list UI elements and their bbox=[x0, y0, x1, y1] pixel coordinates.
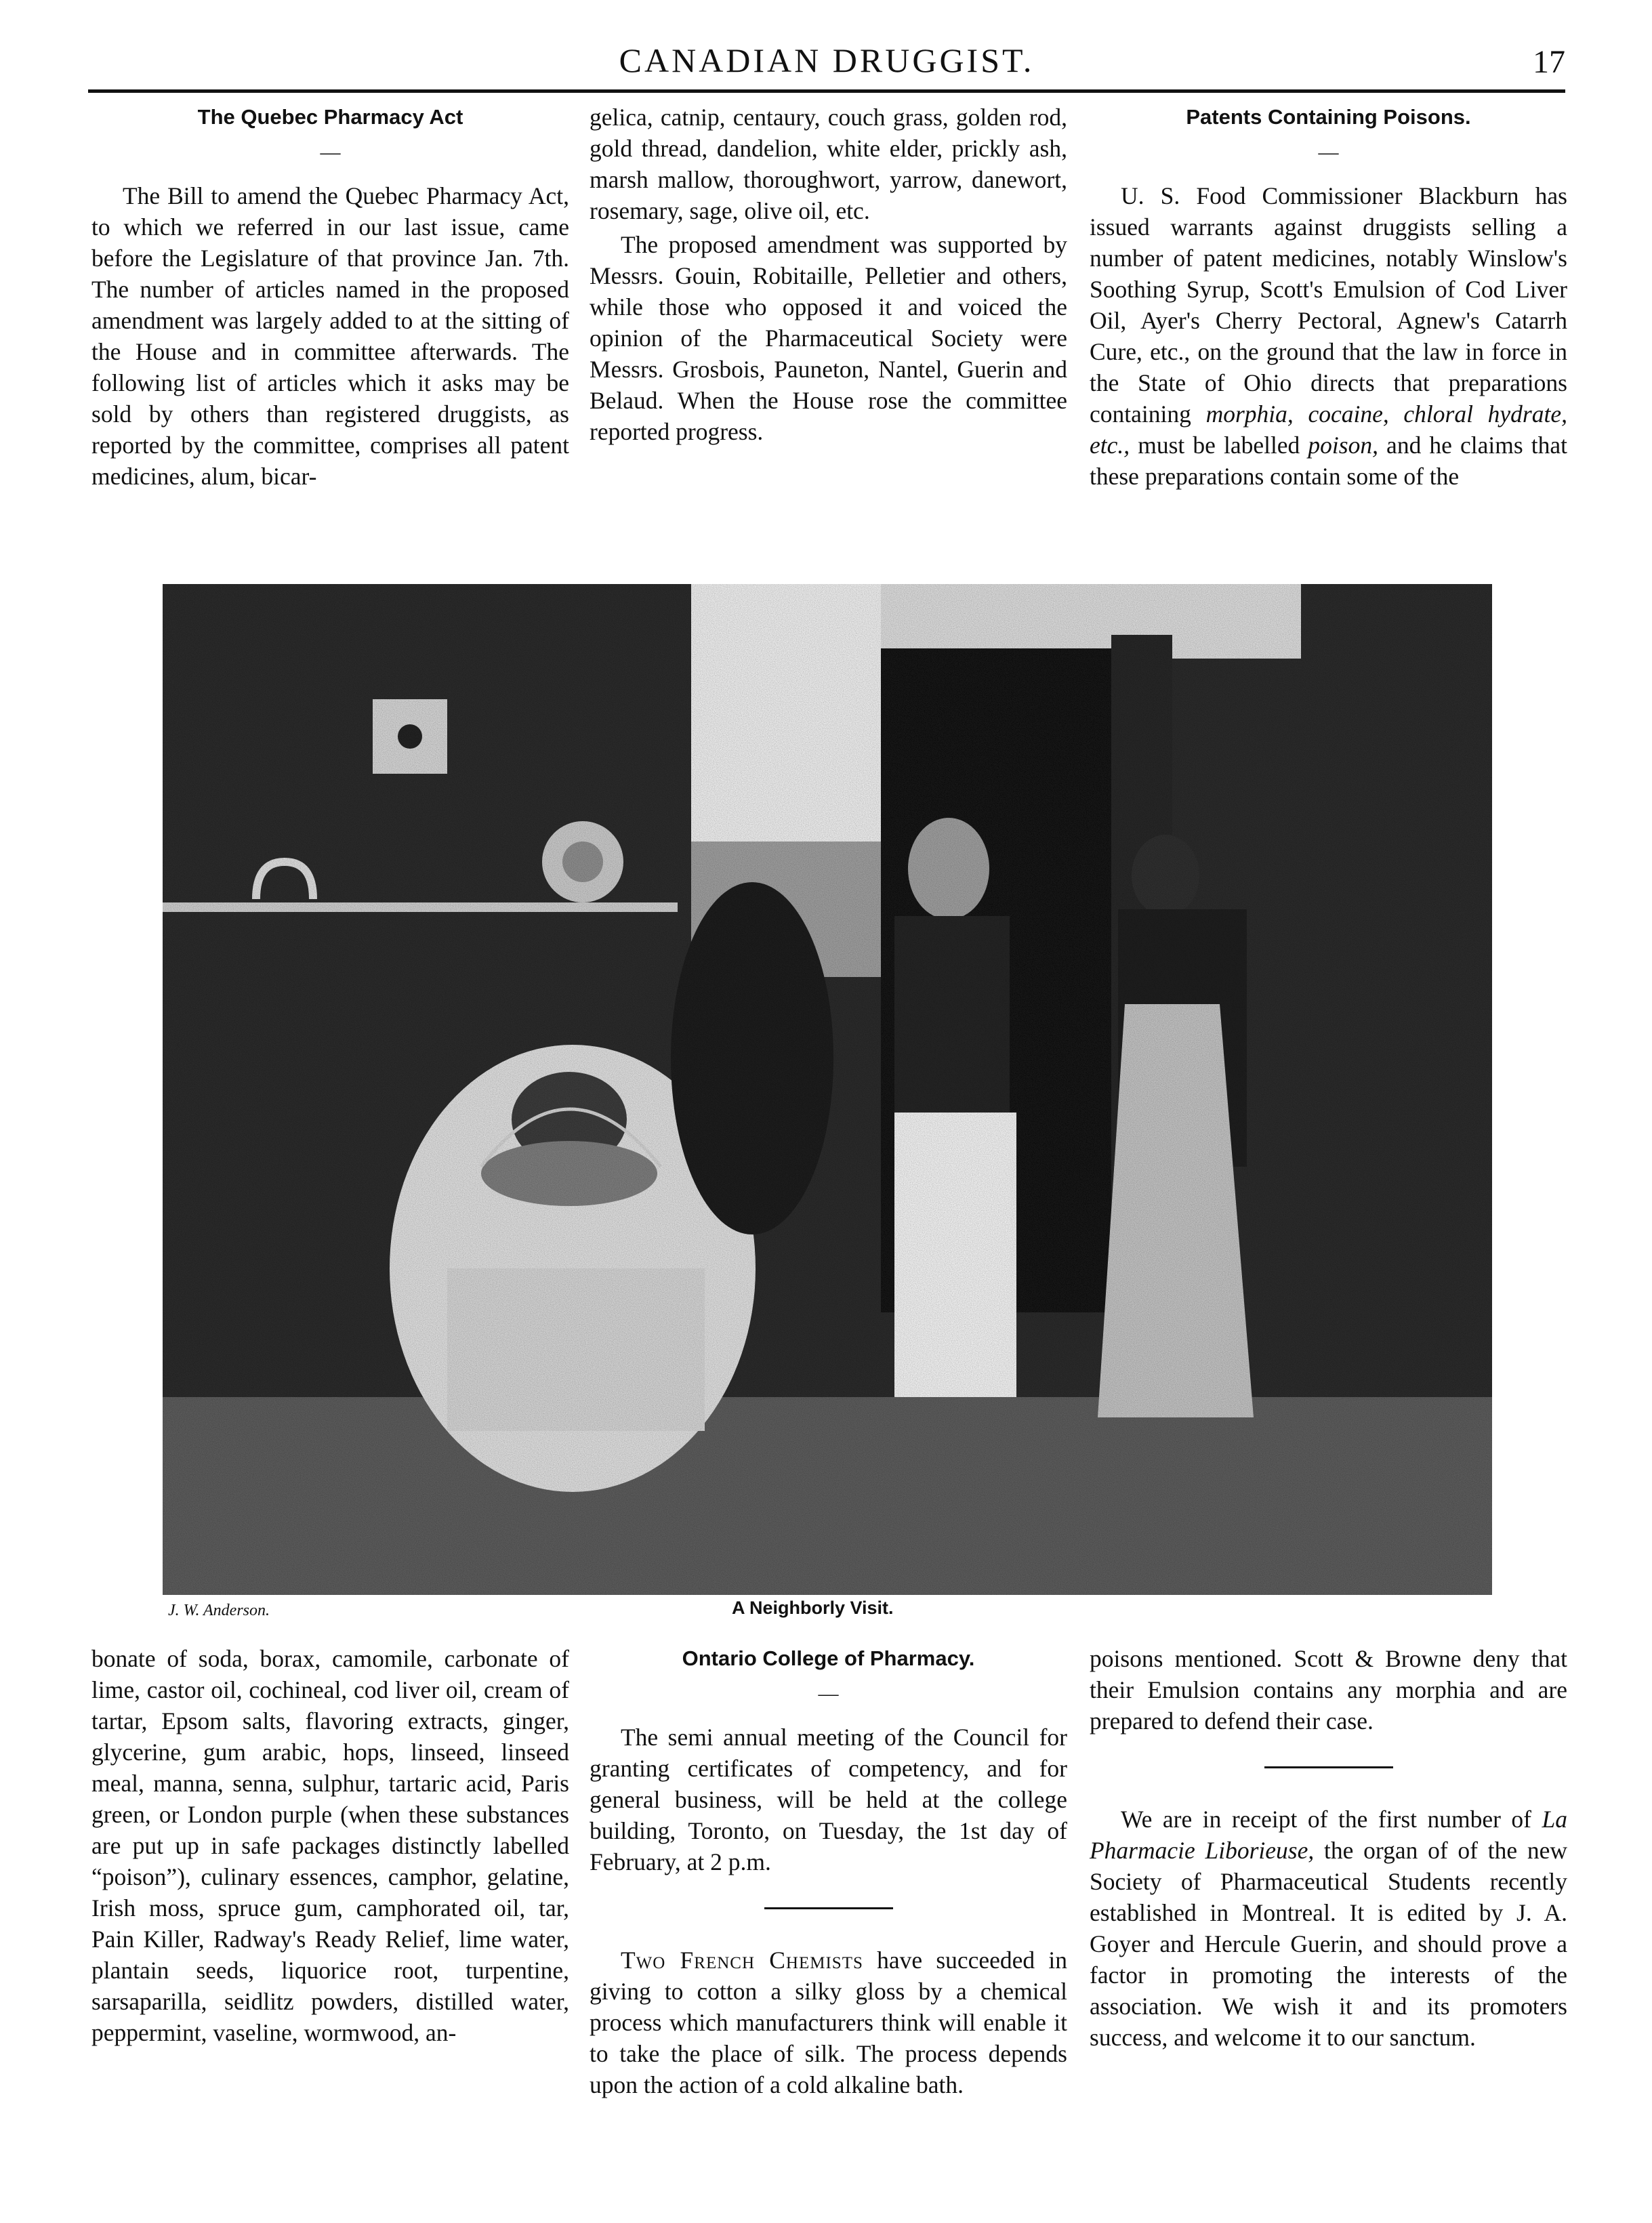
article-quebec-continued bbox=[590, 102, 1067, 447]
photo-caption: A Neighborly Visit. bbox=[732, 1598, 894, 1618]
article-ontario-college-of-pharmacy bbox=[590, 1643, 1067, 2100]
heading-dash: — bbox=[320, 141, 341, 163]
article-heading: Patents Containing Poisons. bbox=[1186, 105, 1471, 129]
article-paragraph: The semi annual meeting of the Council for granting certificates of competency, and for general business, will be held at the college building, Toronto, on Tuesday, the 1st day of February, at 2 p.m. bbox=[590, 1724, 1067, 1875]
section-separator bbox=[764, 1907, 893, 1909]
article-paragraph: The proposed amendment was supported by Messrs. Gouin, Robitaille, Pelletier and others, while those who opposed it and voiced the opinion of the Pharmaceutical Society were Messrs. Grosbois, Pauneton, Nantel, Guerin and Belaud. When the House rose the committee reported progress. bbox=[590, 231, 1067, 445]
article-patents-continued bbox=[1090, 1643, 1567, 2053]
page-header bbox=[88, 41, 1565, 95]
article-paragraph: U. S. Food Commissioner Blackburn has issued warrants against druggists selling a number of patent medicines, notably Winslow's Soothing Syrup, Scott's Emulsion of Cod Liver Oil, Ayer's Cherry Pectoral, Agnew's Catarrh Cure, etc., on the ground that the law in force in the State of Ohio directs that preparations containing morphia, cocaine, chloral hydrate, etc., must be labelled poison, and he claims that these preparations contain some of the bbox=[1090, 182, 1567, 490]
section-separator bbox=[1264, 1766, 1393, 1768]
heading-dash: — bbox=[1318, 141, 1339, 163]
page-number: 17 bbox=[1533, 44, 1565, 80]
heading-dash: — bbox=[818, 1682, 839, 1705]
photograph-a-neighborly-visit bbox=[163, 584, 1492, 1595]
article-heading: The Quebec Pharmacy Act bbox=[197, 105, 463, 129]
article-patents-containing-poisons bbox=[1090, 102, 1567, 492]
article-paragraph: The Bill to amend the Quebec Pharmacy Act, to which we referred in our last issue, came before the Legislature of that province Jan. 7th. The number of articles named in the proposed amendment was largely added to at the sitting of the House and in committee afterwards. The following list of articles which it asks may be sold by others than registered druggists, as reported by the committee, comprises all patent medicines, alum, bicar- bbox=[91, 182, 569, 490]
article-paragraph: gelica, catnip, centaury, couch grass, golden rod, gold thread, dandelion, white elder, prickly ash, marsh mallow, thoroughwort, yarrow, danewort, rosemary, sage, olive oil, etc. bbox=[590, 104, 1067, 224]
article-paragraph: We are in receipt of the first number of La Pharmacie Liborieuse, the organ of of the new Society of Pharmaceutical Students recently established in Montreal. It is edited by J. A. Goyer and Hercule Guerin, and should prove a factor in promoting the interests of the association. We wish it and its promoters success, and welcome it to our sanctum. bbox=[1090, 1806, 1567, 2051]
article-paragraph: Two French Chemists have succeeded in giving to cotton a silky gloss by a chemical process which manufacturers think will enable it to take the place of silk. The process depends upon the action of a cold alkaline bath. bbox=[590, 1947, 1067, 2098]
photo-credit: J. W. Anderson. bbox=[168, 1602, 270, 1619]
article-quebec-list-continued bbox=[91, 1643, 569, 2048]
article-heading: Ontario College of Pharmacy. bbox=[682, 1646, 975, 1670]
header-rule bbox=[88, 89, 1565, 93]
article-paragraph: poisons mentioned. Scott & Browne deny that their Emulsion contains any morphia and are prepared to defend their case. bbox=[1090, 1645, 1567, 1734]
article-paragraph: bonate of soda, borax, camomile, carbonate of lime, castor oil, cochineal, cod liver oil, cream of tartar, Epsom salts, flavoring extracts, ginger, glycerine, gum arabic, hops, linseed, linseed meal, manna, senna, sulphur, tartaric acid, Paris green, or London purple (when these substances are put up in safe packages distinctly labelled “poison”), culinary essences, camphor, gelatine, Irish moss, spruce gum, camphorated oil, tar, Pain Killer, Radway's Ready Relief, lime water, plantain seeds, liquorice root, turpentine, sarsaparilla, seidlitz powders, distilled water, peppermint, vaseline, wormwood, an- bbox=[91, 1645, 569, 2046]
article-quebec-pharmacy-act bbox=[91, 102, 569, 492]
journal-title: CANADIAN DRUGGIST. bbox=[619, 41, 1035, 79]
